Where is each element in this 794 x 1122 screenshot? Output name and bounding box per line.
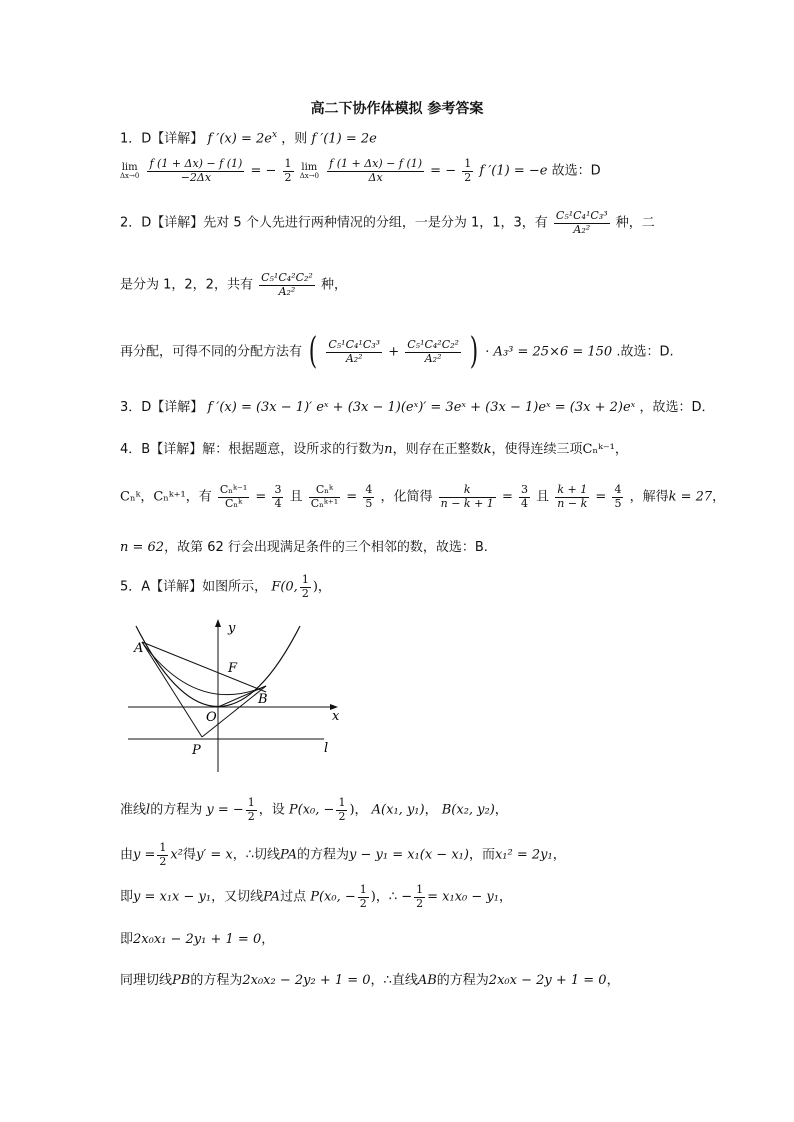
q1-line2 — [120, 158, 601, 184]
q5-s3-b: ，又切线 — [211, 889, 264, 905]
q5-s3-PA: PA — [263, 889, 281, 905]
q5-s5-eq: 2x₀x₂ − 2y₂ + 1 = 0 — [242, 973, 371, 988]
q4-binom: Cₙᵏ⁻¹ — [582, 442, 615, 457]
q5-s4-b: ， — [261, 932, 275, 947]
q5-focus: F(0, — [271, 579, 298, 595]
q1-then: ，则 — [281, 131, 308, 147]
q4-n-value: n = 62 — [120, 540, 165, 555]
q4-text-1c: ，使得连续三项 — [491, 442, 583, 457]
y-axis-arrow — [215, 619, 221, 627]
q2-fraction-1: $\frac{\text{C₅¹C₄¹C₃³}}{\text{A₂²}}$ — [555, 209, 608, 236]
q4-eq-2: = — [346, 489, 358, 505]
q4-eq-1: = — [255, 489, 267, 505]
q5-s2-x2: x² — [170, 847, 183, 863]
q1-label: 1．D【详解】 — [120, 131, 204, 147]
q5-s3-e: ， — [498, 889, 512, 905]
q5-s5-b: 的方程为 — [190, 973, 243, 988]
q4-and-2: 且 — [536, 489, 550, 505]
q4-value-3: $\frac{3}{4}$ — [520, 483, 528, 510]
q2-text-2-tail: 种， — [320, 277, 347, 293]
q4-text-2-end: ， — [712, 489, 726, 505]
q5-s5-AB: AB — [417, 973, 437, 988]
q4-solve: ，解得 — [629, 489, 669, 505]
q5-s5-c: ，∴直线 — [370, 973, 418, 988]
q5-s3-a: 即 — [120, 889, 134, 905]
q5-s4-eq: 2x₀x₁ − 2y₁ + 1 = 0 — [133, 932, 262, 947]
q5-s1-f: ， — [494, 802, 508, 818]
label-P: P — [192, 743, 201, 758]
q5-line2 — [120, 797, 508, 823]
q4-k: k — [483, 442, 492, 457]
q5-s1-frac: $\frac{1}{2}$ — [247, 796, 255, 823]
q4-text-2a: Cₙᵏ，Cₙᵏ⁺¹，有 — [120, 489, 212, 505]
q2-line1 — [120, 210, 655, 236]
q3-answer: ，故选：D． — [639, 400, 715, 415]
q2-text-3: 再分配，可得不同的分配方法有 — [120, 344, 303, 360]
q4-eq-4: = — [595, 489, 607, 505]
q1-exp: x — [271, 130, 278, 140]
q5-s1-a: 准线 — [120, 802, 147, 818]
q4-line1 — [120, 442, 628, 458]
q5-s1-Pfrac: $\frac{1}{2}$ — [338, 796, 346, 823]
label-B: B — [258, 692, 268, 707]
q4-line2 — [120, 484, 725, 510]
q5-line3 — [120, 842, 566, 868]
q5-s2-rel: x₁² = 2y₁ — [494, 847, 553, 863]
q5-s3-d: ，∴ − — [375, 889, 413, 905]
q3-label: 3．D【详解】 — [120, 400, 204, 415]
q4-n: n — [384, 442, 393, 457]
q4-conclusion: ，故第 62 行会出现满足条件的三个相邻的数，故选：B. — [164, 540, 488, 555]
q2-plus: + — [388, 344, 400, 360]
q1-answer: 故选：D — [551, 163, 601, 179]
q1-derivative: f ′(x) = 2e — [207, 131, 272, 147]
q5-s3-eq2: = x₁x₀ − y₁ — [427, 889, 499, 905]
q5-s2-line: y − y₁ = x₁(x − x₁) — [349, 847, 469, 863]
q5-s4-a: 即 — [120, 932, 134, 947]
label-O: O — [206, 710, 217, 725]
tangent-PA — [142, 642, 202, 737]
q5-s5-a: 同理切线 — [120, 973, 173, 988]
q5-s3-frac: $\frac{1}{2}$ — [416, 883, 424, 910]
q5-s5-eq2: 2x₀x − 2y + 1 = 0 — [488, 973, 607, 988]
q5-s2-d: y′ = x — [195, 847, 233, 863]
q4-fraction-3: $\frac{k}{n - k + 1}$ — [440, 483, 494, 510]
label-x: x — [332, 709, 340, 724]
q5-s1-eq: y = − — [206, 802, 244, 818]
q2-fraction-2: $\frac{\text{C₅¹C₄²C₂²}}{\text{A₂²}}$ — [261, 271, 313, 298]
q5-s2-g: ， — [552, 847, 566, 863]
q5-line4 — [120, 884, 512, 910]
q2-fraction-4: $\frac{\text{C₅¹C₄²C₂²}}{\text{A₂²}}$ — [407, 337, 459, 365]
q4-simplify: ，化简得 — [380, 489, 433, 505]
q5-s3-P2: ) — [370, 889, 376, 905]
right-paren: ) — [469, 331, 479, 372]
q4-value-2: $\frac{4}{5}$ — [365, 483, 373, 510]
q1-fraction-2: $\frac{f (1 + \Delta x) - f (1)}{\Delta x}$ — [329, 157, 423, 184]
q1-half-2: $\frac{1}{2}$ — [464, 157, 472, 184]
q1-result: f ′(1) = −e — [479, 163, 548, 179]
q5-s2-b: 得 — [182, 847, 196, 863]
label-l: l — [324, 741, 329, 756]
q1-half-1: $\frac{1}{2}$ — [284, 157, 292, 184]
q2-text-2: 是分为 1，2，2，共有 — [120, 277, 253, 293]
q1-fraction-1: $\frac{f (1 + \Delta x) - f (1)}{-2\Delta x}$ — [149, 157, 243, 184]
q2-result: · A₃³ = 25×6 = 150 — [485, 344, 613, 360]
q5-s1-P: P(x₀, − — [288, 802, 335, 818]
q1-equals-2: = − — [430, 163, 457, 179]
q5-s3-Pfrac: $\frac{1}{2}$ — [359, 883, 367, 910]
q5-s3-c: 过点 — [280, 889, 307, 905]
q1-equals-1: = − — [250, 163, 277, 179]
q4-fraction-2: $\frac{\text{Cₙᵏ}}{\text{Cₙᵏ⁺¹}}$ — [310, 483, 339, 510]
q5-s5-d: 的方程为 — [436, 973, 489, 988]
q2-answer: .故选：D. — [616, 344, 674, 360]
q5-s1-l: l — [146, 802, 151, 818]
label-y: y — [228, 621, 236, 636]
q5-s2-eq: y = — [133, 847, 156, 863]
q5-s1-c: ，设 — [258, 802, 285, 818]
q3-line — [120, 400, 714, 416]
q4-fraction-1: $\frac{\text{Cₙᵏ⁻¹}}{\text{Cₙᵏ}}$ — [219, 483, 248, 510]
q5-s3-P: P(x₀, − — [310, 889, 356, 905]
q5-s2-a: 由 — [120, 847, 134, 863]
q5-s1-d: ， — [354, 802, 368, 818]
q5-line1 — [120, 574, 331, 600]
q5-line5 — [120, 932, 274, 948]
q5-s1-A: A(x₁, y₁) — [371, 802, 425, 818]
q5-text-1: 5．A【详解】如图所示， — [120, 579, 268, 595]
q1-limit-2: lim Δx→0 — [299, 161, 320, 180]
label-F: F — [228, 661, 238, 676]
q5-s2-e: 的方程为 — [296, 847, 349, 863]
q5-s5-PB: PB — [172, 973, 191, 988]
q4-value-1: $\frac{3}{4}$ — [274, 483, 282, 510]
q2-text-1-tail: 种，二 — [615, 215, 655, 231]
q5-s1-B: B(x₂, y₂) — [441, 802, 495, 818]
q4-line3 — [120, 540, 488, 556]
q5-s1-P2: ) — [349, 802, 355, 818]
q4-text-1: 4．B【详解】解：根据题意，设所求的行数为 — [120, 442, 385, 457]
q1-limit-1: lim Δx→0 — [120, 161, 140, 180]
q3-derivation: f ′(x) = (3x − 1)′ eˣ + (3x − 1)(eˣ)′ = 3eˣ + (3x − 1)eˣ = (3x + 2)eˣ — [207, 400, 636, 415]
q5-s1-e: ， — [424, 802, 438, 818]
label-A: A — [134, 641, 144, 656]
q4-text-1-end: ， — [614, 442, 628, 457]
parabola-figure — [120, 604, 350, 776]
q4-and-1: 且 — [289, 489, 303, 505]
q2-line3 — [120, 331, 674, 372]
q2-line2 — [120, 272, 347, 298]
q5-focus-frac: $\frac{1}{2}$ — [301, 573, 309, 600]
q5-line6 — [120, 973, 620, 989]
q5-s5-e: ， — [606, 973, 620, 988]
q4-eq-3: = — [501, 489, 513, 505]
q4-fraction-4: $\frac{k + 1}{n - k}$ — [557, 483, 588, 510]
q1-line1 — [120, 130, 377, 147]
q4-k-value: k = 27 — [668, 489, 713, 505]
q5-text-1-end: ， — [317, 579, 331, 595]
q5-focus-close: ) — [312, 579, 318, 595]
q5-s2-f: ，而 — [468, 847, 495, 863]
q5-s3-eq: y = x₁x − y₁ — [133, 889, 212, 905]
q5-s2-c: ，∴切线 — [232, 847, 281, 863]
left-paren: ( — [308, 331, 318, 372]
q4-text-1b: ，则存在正整数 — [392, 442, 484, 457]
q5-s2-frac: $\frac{1}{2}$ — [159, 841, 167, 868]
q2-fraction-3: $\frac{\text{C₅¹C₄¹C₃³}}{\text{A₂²}}$ — [328, 337, 381, 365]
q2-text-1: 2．D【详解】先对 5 个人先进行两种情况的分组，一是分为 1，1，3，有 — [120, 215, 548, 231]
q5-s1-b: 的方程为 — [150, 802, 203, 818]
page-title: 高二下协作体模拟 参考答案 — [310, 101, 484, 117]
q4-value-4: $\frac{4}{5}$ — [614, 483, 622, 510]
q1-derivative-at-1: f ′(1) = 2e — [311, 131, 377, 147]
q5-s2-PA: PA — [280, 847, 297, 863]
